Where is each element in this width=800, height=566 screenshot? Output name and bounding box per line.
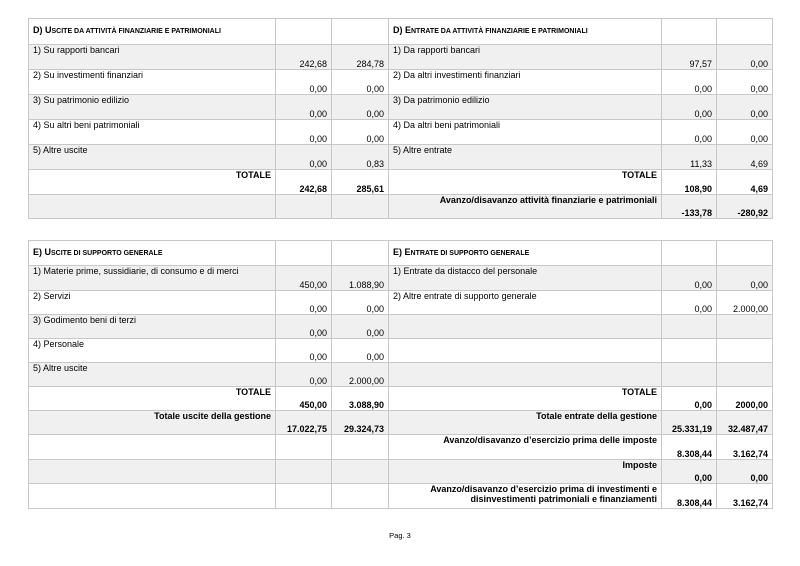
table-cell: -280,92 xyxy=(717,195,773,219)
avanzo-investimenti-row xyxy=(29,484,773,509)
table-cell: 4) Da altri beni patrimoniali xyxy=(389,120,662,145)
avanzo-finanziarie-label: Avanzo/disavanzo attività finanziarie e patrimoniali xyxy=(389,195,662,219)
table-cell: 4,69 xyxy=(717,145,773,170)
table-cell: 1) Entrate da distacco del personale xyxy=(389,266,662,291)
table-row xyxy=(29,315,773,339)
table-row xyxy=(29,291,773,315)
table-cell: 97,57 xyxy=(662,45,717,70)
table-cell: 0,00 xyxy=(276,315,332,339)
totale-gestione-row xyxy=(29,411,773,435)
table-cell: 2.000,00 xyxy=(717,291,773,315)
table-cell: 0,00 xyxy=(662,460,717,484)
table-cell: 0,00 xyxy=(662,387,717,411)
table-cell xyxy=(276,241,332,266)
section-e-table xyxy=(28,240,773,509)
table-cell xyxy=(29,460,276,484)
table-cell: 0,00 xyxy=(332,95,389,120)
table-cell xyxy=(276,435,332,460)
table-cell: 0,00 xyxy=(717,120,773,145)
table-cell: 25.331,19 xyxy=(662,411,717,435)
table-cell: 1) Da rapporti bancari xyxy=(389,45,662,70)
totale-uscite-label: TOTALE xyxy=(29,387,276,411)
table-row xyxy=(29,145,773,170)
table-cell xyxy=(717,241,773,266)
table-cell xyxy=(717,315,773,339)
table-cell: 29.324,73 xyxy=(332,411,389,435)
table-cell xyxy=(662,363,717,387)
table-cell: 4,69 xyxy=(717,170,773,195)
table-cell xyxy=(332,460,389,484)
table-cell: 0,00 xyxy=(276,291,332,315)
table-cell xyxy=(662,241,717,266)
table-cell: -133,78 xyxy=(662,195,717,219)
table-cell xyxy=(332,19,389,45)
table-cell: 0,00 xyxy=(332,315,389,339)
table-cell: 0,00 xyxy=(717,45,773,70)
table-cell: 5) Altre entrate xyxy=(389,145,662,170)
table-row xyxy=(29,70,773,95)
table-row xyxy=(29,363,773,387)
table-cell: 0,00 xyxy=(276,70,332,95)
table-cell: 0,00 xyxy=(276,95,332,120)
table-cell: 285,61 xyxy=(332,170,389,195)
table-row xyxy=(29,45,773,70)
totale-row xyxy=(29,387,773,411)
table-cell xyxy=(662,19,717,45)
avanzo-imposte-row xyxy=(29,435,773,460)
table-cell: 2) Da altri investimenti finanziari xyxy=(389,70,662,95)
table-cell: 450,00 xyxy=(276,266,332,291)
table-cell xyxy=(389,363,662,387)
table-cell: 1) Materie prime, sussidiarie, di consumo e di merci xyxy=(29,266,276,291)
table-cell: 8.308,44 xyxy=(662,435,717,460)
table-cell: 0,00 xyxy=(332,291,389,315)
table-cell: 8.308,44 xyxy=(662,484,717,509)
table-cell xyxy=(389,339,662,363)
totale-entrate-label: TOTALE xyxy=(389,387,662,411)
table-row xyxy=(29,339,773,363)
table-cell: 0,00 xyxy=(276,339,332,363)
table-cell: 17.022,75 xyxy=(276,411,332,435)
table-cell: 0,00 xyxy=(332,339,389,363)
section-d-table xyxy=(28,18,773,219)
section-d-entrate-title: D) ENTRATE DA ATTIVITÀ FINANZIARIE E PATRIMONIALI xyxy=(389,19,662,45)
table-cell xyxy=(662,339,717,363)
table-row xyxy=(29,120,773,145)
table-cell: 1) Su rapporti bancari xyxy=(29,45,276,70)
table-cell: 0,00 xyxy=(332,70,389,95)
imposte-label: Imposte xyxy=(389,460,662,484)
table-cell: 3.088,90 xyxy=(332,387,389,411)
table-cell: 32.487,47 xyxy=(717,411,773,435)
table-cell xyxy=(276,484,332,509)
table-cell: 0,00 xyxy=(662,70,717,95)
table-cell: 3.162,74 xyxy=(717,484,773,509)
table-cell xyxy=(717,19,773,45)
table-cell xyxy=(717,363,773,387)
table-row xyxy=(29,266,773,291)
table-cell: 2) Servizi xyxy=(29,291,276,315)
table-cell xyxy=(332,241,389,266)
totale-uscite-gestione-label: Totale uscite della gestione xyxy=(29,411,276,435)
table-cell xyxy=(276,195,332,219)
table-cell xyxy=(662,315,717,339)
table-cell: 0,00 xyxy=(662,95,717,120)
table-cell: 0,00 xyxy=(662,120,717,145)
avanzo-investimenti-label: Avanzo/disavanzo d’esercizio prima di investimenti e disinvestimenti patrimoniali e finanziamenti xyxy=(389,484,662,509)
table-cell: 4) Personale xyxy=(29,339,276,363)
table-cell: 284,78 xyxy=(332,45,389,70)
table-cell: 0,83 xyxy=(332,145,389,170)
table-cell: 3) Da patrimonio edilizio xyxy=(389,95,662,120)
totale-entrate-gestione-label: Totale entrate della gestione xyxy=(389,411,662,435)
table-cell xyxy=(29,484,276,509)
totale-row xyxy=(29,170,773,195)
table-cell: 0,00 xyxy=(276,120,332,145)
table-cell xyxy=(332,435,389,460)
table-cell: 11,33 xyxy=(662,145,717,170)
table-cell xyxy=(389,315,662,339)
table-cell: 0,00 xyxy=(276,363,332,387)
section-e-uscite-title: E) USCITE DI SUPPORTO GENERALE xyxy=(29,241,276,266)
table-cell: 3) Godimento beni di terzi xyxy=(29,315,276,339)
table-cell: 108,90 xyxy=(662,170,717,195)
section-e-entrate-title: E) ENTRATE DI SUPPORTO GENERALE xyxy=(389,241,662,266)
table-cell: 0,00 xyxy=(717,95,773,120)
table-cell: 1.088,90 xyxy=(332,266,389,291)
table-cell xyxy=(29,435,276,460)
table-cell: 242,68 xyxy=(276,170,332,195)
page-number: Pag. 3 xyxy=(389,531,411,540)
table-cell: 5) Altre uscite xyxy=(29,145,276,170)
table-cell: 2) Su investimenti finanziari xyxy=(29,70,276,95)
table-cell: 3.162,74 xyxy=(717,435,773,460)
table-cell: 2) Altre entrate di supporto generale xyxy=(389,291,662,315)
table-cell: 5) Altre uscite xyxy=(29,363,276,387)
table-cell xyxy=(717,339,773,363)
totale-entrate-label: TOTALE xyxy=(389,170,662,195)
table-cell: 242,68 xyxy=(276,45,332,70)
table-cell: 2000,00 xyxy=(717,387,773,411)
table-cell: 3) Su patrimonio edilizio xyxy=(29,95,276,120)
table-cell: 450,00 xyxy=(276,387,332,411)
totale-uscite-label: TOTALE xyxy=(29,170,276,195)
table-cell: 0,00 xyxy=(332,120,389,145)
table-cell: 0,00 xyxy=(662,291,717,315)
imposte-row xyxy=(29,460,773,484)
table-cell: 2.000,00 xyxy=(332,363,389,387)
avanzo-row xyxy=(29,195,773,219)
table-cell xyxy=(276,460,332,484)
table-cell xyxy=(332,484,389,509)
table-cell: 0,00 xyxy=(662,266,717,291)
table-cell: 0,00 xyxy=(276,145,332,170)
table-cell xyxy=(29,195,276,219)
table-cell xyxy=(332,195,389,219)
section-d-uscite-title: D) USCITE DA ATTIVITÀ FINANZIARIE E PATRIMONIALI xyxy=(29,19,276,45)
table-cell: 0,00 xyxy=(717,70,773,95)
table-cell: 0,00 xyxy=(717,460,773,484)
table-row xyxy=(29,95,773,120)
avanzo-imposte-label: Avanzo/disavanzo d’esercizio prima delle imposte xyxy=(389,435,662,460)
table-cell xyxy=(276,19,332,45)
table-cell: 4) Su altri beni patrimoniali xyxy=(29,120,276,145)
table-cell: 0,00 xyxy=(717,266,773,291)
